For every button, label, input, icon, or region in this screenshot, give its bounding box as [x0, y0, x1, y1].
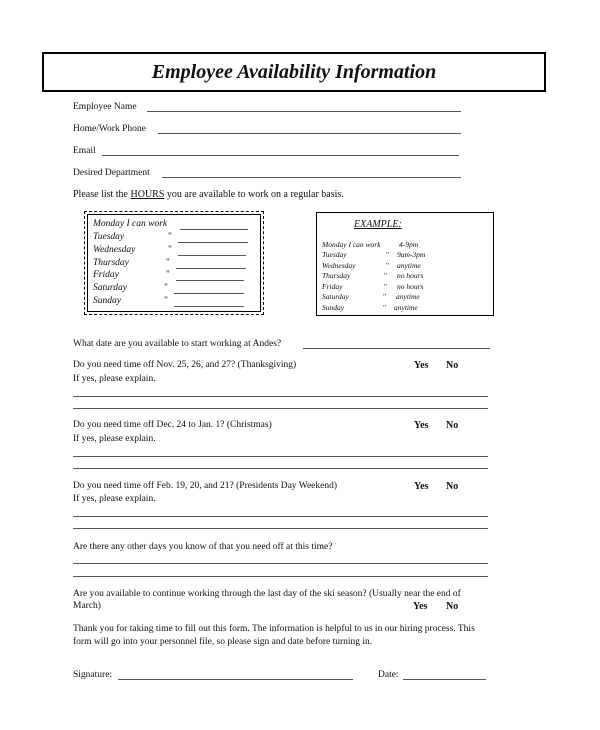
- ditto-mark: ": [164, 296, 168, 306]
- presidents-yes[interactable]: Yes: [414, 481, 429, 492]
- start-date-field[interactable]: [303, 348, 490, 349]
- schedule-day: Saturday: [93, 283, 127, 293]
- schedule-day: Tuesday: [93, 232, 125, 242]
- ditto-mark: ": [166, 258, 170, 268]
- explain-line[interactable]: [73, 516, 488, 517]
- other-days-question: Are there any other days you know of that you need off at this time?: [73, 542, 333, 552]
- schedule-field[interactable]: [178, 255, 246, 256]
- thanks-line2: form will go into your personnel file, so please sign and date before turning in.: [73, 637, 373, 647]
- phone-label: Home/Work Phone: [73, 124, 146, 134]
- example-time: no hours: [397, 282, 424, 291]
- title-box: [42, 52, 546, 92]
- schedule-field[interactable]: [174, 306, 244, 307]
- signature-field[interactable]: [118, 679, 353, 680]
- email-field[interactable]: [102, 155, 459, 156]
- example-time: 4-9pm: [399, 240, 419, 249]
- ditto-mark: ": [168, 232, 172, 242]
- signature-label: Signature:: [73, 670, 113, 680]
- thanksgiving-yes[interactable]: Yes: [414, 360, 429, 371]
- hours-prompt-after: you are available to work on a regular basis.: [164, 189, 344, 200]
- explain-label: If yes, please explain.: [73, 434, 156, 444]
- ski-question-line1: Are you available to continue working through the last day of the ski season? (Usually near the end of: [73, 589, 461, 599]
- example-day: Thursday: [322, 271, 351, 280]
- schedule-field[interactable]: [176, 280, 244, 281]
- hours-prompt-highlight: HOURS: [130, 189, 165, 200]
- christmas-no[interactable]: No: [446, 420, 459, 431]
- schedule-day: Wednesday: [93, 245, 136, 255]
- example-time: anytime: [394, 303, 418, 312]
- ditto-mark: ": [384, 271, 388, 280]
- start-date-question: What date are you available to start working at Andes?: [73, 339, 282, 349]
- thanksgiving-no[interactable]: No: [446, 360, 459, 371]
- other-days-line[interactable]: [73, 563, 488, 564]
- example-time: no hours: [397, 271, 424, 280]
- explain-line[interactable]: [73, 396, 488, 397]
- explain-line[interactable]: [73, 468, 488, 469]
- ditto-mark: ": [168, 245, 172, 255]
- schedule-field[interactable]: [174, 293, 244, 294]
- ditto-mark: ": [383, 303, 387, 312]
- example-time: 9am-3pm: [397, 250, 426, 259]
- example-day: Tuesday: [322, 250, 347, 259]
- explain-label: If yes, please explain.: [73, 374, 156, 384]
- ditto-mark: ": [383, 292, 387, 301]
- schedule-field[interactable]: [178, 242, 248, 243]
- schedule-day: Monday I can work: [93, 219, 168, 229]
- department-label: Desired Department: [73, 168, 150, 178]
- employee-name-label: Employee Name: [73, 102, 137, 112]
- ski-question-line2: March): [73, 601, 101, 611]
- schedule-day: Friday: [93, 270, 119, 280]
- presidents-question: Do you need time off Feb. 19, 20, and 21? (Presidents Day Weekend): [73, 481, 338, 491]
- department-field[interactable]: [162, 177, 461, 178]
- other-days-line[interactable]: [73, 576, 488, 577]
- ditto-mark: ": [386, 250, 390, 259]
- schedule-field[interactable]: [176, 268, 246, 269]
- example-time: anytime: [396, 292, 420, 301]
- example-time: anytime: [397, 261, 421, 270]
- explain-line[interactable]: [73, 456, 488, 457]
- example-day: Wednesday: [322, 261, 356, 270]
- example-heading: EXAMPLE:: [354, 219, 402, 230]
- ski-yes[interactable]: Yes: [413, 601, 428, 612]
- thanksgiving-question: Do you need time off Nov. 25, 26, and 27? (Thanksgiving): [73, 360, 297, 370]
- ski-no[interactable]: No: [446, 601, 459, 612]
- date-field[interactable]: [403, 679, 486, 680]
- ditto-mark: ": [166, 270, 170, 280]
- explain-line[interactable]: [73, 528, 488, 529]
- page-title: Employee Availability Information: [151, 60, 437, 83]
- date-label: Date:: [378, 670, 399, 680]
- hours-prompt: [73, 189, 344, 200]
- christmas-question: Do you need time off Dec. 24 to Jan. 1? (Christmas): [73, 420, 272, 430]
- ditto-mark: ": [386, 261, 390, 270]
- presidents-no[interactable]: No: [446, 481, 459, 492]
- hours-prompt-before: Please list the: [73, 189, 131, 200]
- employee-name-field[interactable]: [147, 111, 461, 112]
- example-day: Saturday: [322, 292, 349, 301]
- explain-label: If yes, please explain.: [73, 494, 156, 504]
- ditto-mark: ": [384, 282, 388, 291]
- explain-line[interactable]: [73, 408, 488, 409]
- example-day: Monday I can work: [322, 240, 381, 249]
- ditto-mark: ": [164, 283, 168, 293]
- schedule-day: Sunday: [93, 296, 121, 306]
- example-day: Friday: [322, 282, 343, 291]
- example-day: Sunday: [322, 303, 345, 312]
- thanks-line1: Thank you for taking time to fill out this form. The information is helpful to us in our hiring process. This: [73, 624, 475, 634]
- schedule-day: Thursday: [93, 258, 129, 268]
- schedule-field[interactable]: [180, 229, 248, 230]
- email-label: Email: [73, 146, 96, 156]
- christmas-yes[interactable]: Yes: [414, 420, 429, 431]
- phone-field[interactable]: [158, 133, 461, 134]
